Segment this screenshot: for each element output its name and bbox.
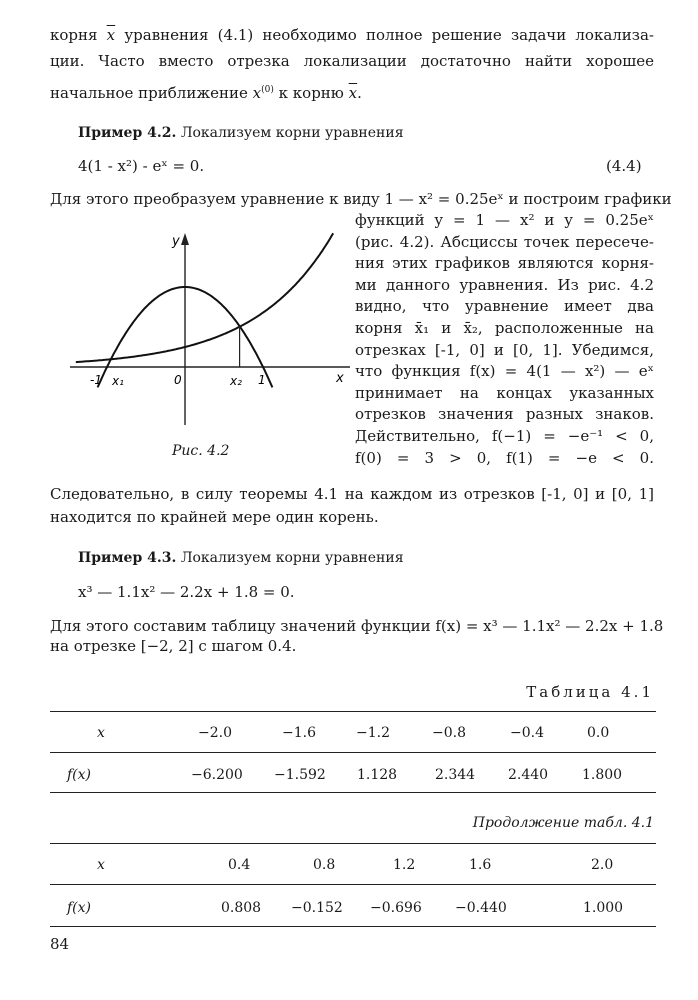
table-cont-top-rule — [50, 843, 656, 844]
wrapped-line: видно, что уравнение имеет два — [355, 297, 654, 316]
after-line-1: Следовательно, в силу теоремы 4.1 на каждом из отрезков [-1, 0] и [0, 1] — [50, 485, 654, 503]
table-cell: −6.200 — [191, 767, 243, 783]
table-4-1-title: Таблица 4.1 — [526, 683, 654, 701]
example-4-3-heading: Пример 4.3. Локализуем корни уравнения — [78, 550, 404, 566]
table-cell: −0.696 — [370, 900, 422, 916]
table-cont-mid-rule — [50, 884, 656, 885]
wrapped-line: ния этих графиков являются корня- — [355, 254, 654, 273]
table-cell: 1.2 — [393, 857, 416, 873]
wrapped-line: функций y = 1 — x² и y = 0.25eˣ — [355, 211, 654, 229]
row-label-x: x — [97, 725, 105, 741]
table-cell: 1.000 — [583, 900, 624, 916]
table-cell: 0.0 — [587, 725, 610, 741]
example-4-2-paragraph: Для этого преобразуем уравнение к виду 1 — x² = 0.25eˣ и построим графики — [50, 190, 672, 208]
figure-4-2 — [60, 225, 360, 435]
page-number: 84 — [50, 935, 70, 953]
wrapped-line: отрезках [-1, 0] и [0, 1]. Убедимся, — [355, 340, 654, 359]
table-cont-bottom-rule — [50, 926, 656, 927]
table-4-1-bottom-rule — [50, 792, 656, 793]
wrapped-line: ми данного уравнения. Из рис. 4.2 — [355, 275, 654, 294]
table-cell: −2.0 — [198, 725, 232, 741]
table-cell: 2.344 — [435, 767, 476, 783]
table-continuation-title: Продолжение табл. 4.1 — [472, 815, 654, 831]
tick-label-1: 1 — [258, 373, 266, 387]
table-4-1-mid-rule — [50, 752, 656, 753]
wrapped-line: Действительно, f(−1) = −e⁻¹ < 0, — [355, 427, 654, 445]
table-cell: −1.592 — [274, 767, 326, 783]
example-4-2-heading: Пример 4.2. Локализуем корни уравнения — [78, 125, 404, 141]
example-4-3-paragraph-1: Для этого составим таблицу значений функции f(x) = x³ — 1.1x² — 2.2x + 1.8 — [50, 617, 664, 635]
table-cell: 2.440 — [508, 767, 549, 783]
equation-number: (4.4) — [606, 157, 642, 175]
table-cell: 1.6 — [469, 857, 492, 873]
table-cell: 0.8 — [313, 857, 336, 873]
tick-label-0: 0 — [174, 373, 182, 387]
table-4-1-top-rule — [50, 711, 656, 712]
table-cell: −0.152 — [291, 900, 343, 916]
table-cell: 0.4 — [228, 857, 251, 873]
table-cell: −0.8 — [432, 725, 466, 741]
wrapped-line: что функция f(x) = 4(1 — x²) — eˣ — [355, 362, 654, 381]
table-cell: 0.808 — [221, 900, 262, 916]
wrapped-line: корня x̄₁ и x̄₂, расположенные на — [355, 319, 654, 337]
table-cell: 2.0 — [591, 857, 614, 873]
tick-label-x1: x₁ — [112, 374, 124, 388]
table-cell: −1.6 — [282, 725, 316, 741]
intro-line-1: корня $\overline{x}$ уравнения (4.1) необходимо полное решение задачи локализа- — [50, 26, 654, 44]
wrapped-line: f(0) = 3 > 0, f(1) = −e < 0. — [355, 448, 654, 467]
row-label-fx: f(x) — [67, 767, 92, 783]
row-label-x: x — [97, 857, 105, 873]
table-cell: −1.2 — [356, 725, 390, 741]
table-cell: −0.4 — [510, 725, 544, 741]
intro-line-3: начальное приближение $x^{(0)}$ к корню $\overline{x}$. — [50, 84, 362, 102]
x-axis-label: x — [336, 371, 344, 386]
table-cell: −0.440 — [455, 900, 507, 916]
example-4-3-equation: x³ — 1.1x² — 2.2x + 1.8 = 0. — [78, 583, 295, 601]
wrapped-line: отрезков значения разных знаков. — [355, 405, 654, 424]
y-axis-arrow-icon — [181, 233, 189, 245]
table-cell: 1.800 — [582, 767, 623, 783]
example-4-3-paragraph-2: на отрезке [−2, 2] с шагом 0.4. — [50, 637, 297, 655]
figure-caption: Рис. 4.2 — [172, 443, 230, 459]
table-cell: 1.128 — [357, 767, 398, 783]
tick-label-minus-1: -1 — [90, 373, 102, 387]
y-axis-label: y — [172, 234, 180, 249]
wrapped-line: принимает на концах указанных — [355, 383, 654, 402]
exponential-curve — [76, 233, 333, 362]
intro-line-2: ции. Часто вместо отрезка локализации достаточно найти хорошее — [50, 52, 654, 70]
equation-4-4: 4(1 - x²) - eˣ = 0. — [78, 157, 205, 175]
row-label-fx: f(x) — [67, 900, 92, 916]
tick-label-x2: x₂ — [230, 374, 242, 388]
wrapped-line: (рис. 4.2). Абсциссы точек пересече- — [355, 232, 654, 251]
after-line-2: находится по крайней мере один корень. — [50, 508, 379, 526]
